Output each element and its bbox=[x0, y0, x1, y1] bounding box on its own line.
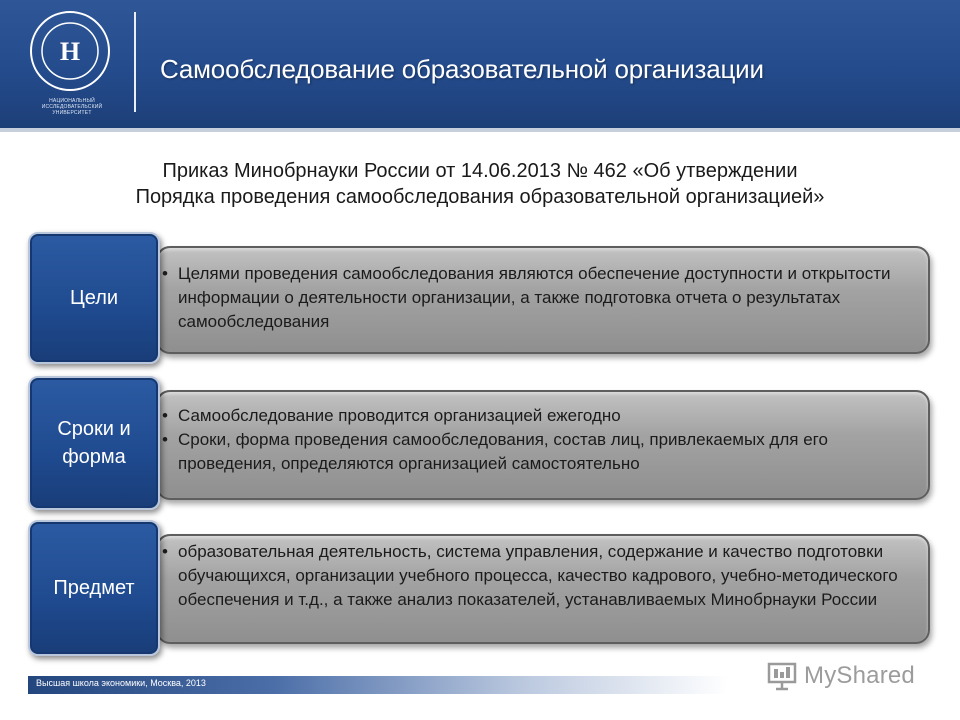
row-goals bbox=[28, 232, 930, 364]
page-title: Самообследование образовательной организации bbox=[160, 54, 764, 84]
order-subtitle bbox=[40, 158, 920, 210]
list-item: • Сроки, форма проведения самообследования, состав лиц, привлекаемых для его проведения, определяются организацией самостоятельно bbox=[160, 428, 912, 476]
row-terms bbox=[28, 376, 930, 512]
university-logo bbox=[22, 10, 122, 120]
header-divider bbox=[134, 12, 136, 112]
subtitle-line-2: Порядка проведения самообследования образовательной организацией» bbox=[135, 186, 825, 208]
row-goals-label: Цели bbox=[28, 232, 160, 364]
footer-text: Высшая школа экономики, Москва, 2013 bbox=[36, 678, 206, 688]
row-terms-bullets bbox=[160, 404, 912, 476]
row-subject-bullets bbox=[160, 540, 912, 612]
logo-caption: НАЦИОНАЛЬНЫЙ ИССЛЕДОВАТЕЛЬСКИЙ УНИВЕРСИТЕТ bbox=[41, 98, 103, 116]
list-item: • образовательная деятельность, система управления, содержание и качество подготовки обучающихся, организации учебного процесса, качество кадрового, учебно-методического обеспечения и т.д., а также анализ показателей, устанавливаемых Минобрнауки России bbox=[160, 540, 912, 612]
list-item: • Самообследование проводится организацией ежегодно bbox=[160, 404, 912, 428]
row-terms-label: Сроки и форма bbox=[28, 376, 160, 510]
row-subject-label: Предмет bbox=[28, 520, 160, 656]
subtitle-line-1: Приказ Минобрнауки России от 14.06.2013 № 462 «Об утверждении bbox=[162, 160, 798, 182]
presentation-icon bbox=[766, 661, 798, 691]
watermark bbox=[766, 656, 915, 696]
list-item: • Целями проведения самообследования являются обеспечение доступности и открытости информации о деятельности организации, а также подготовка отчета о результатах самообследования bbox=[160, 262, 912, 334]
hse-logo-icon bbox=[29, 10, 111, 92]
svg-text:Н: Н bbox=[59, 37, 81, 66]
row-goals-bullets bbox=[160, 262, 912, 334]
watermark-text: MyShared bbox=[804, 662, 915, 689]
row-subject bbox=[28, 520, 930, 656]
header-banner bbox=[0, 0, 960, 132]
